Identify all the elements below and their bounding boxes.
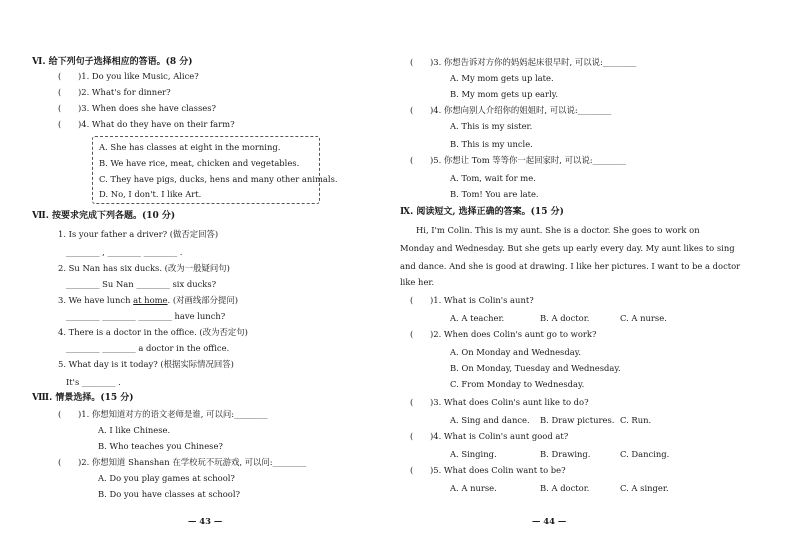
question-7-5: 5. What day is it today? (根据实际情况回答) [58,359,234,369]
answer-blank-7-4: ________ ________ a doctor in the office. [66,343,230,353]
choice-8-5-a: A. Tom, wait for me. [450,173,536,183]
option-b: B. We have rice, meat, chicken and vegetables. [99,158,300,168]
answer-blank-7-5: It's ________ . [66,377,121,387]
choice-9-4-c: C. Dancing. [620,449,670,459]
option-d: D. No, I don't. I like Art. [99,189,202,199]
choice-9-4-b: B. Drawing. [540,449,591,459]
passage-line-4: like her. [400,277,435,287]
choice-8-2-a: A. Do you play games at school? [98,473,235,483]
choice-9-3-b: B. Draw pictures. [540,415,615,425]
choice-8-1-a: A. I like Chinese. [98,425,171,435]
section-8-title: Ⅷ. 情景选择。(15 分) [32,393,134,403]
question-9-1: ( )1. What is Colin's aunt? [410,295,534,305]
answer-blank-7-3: ________ ________ ________ have lunch? [66,311,226,321]
answer-blank-7-2: ________ Su Nan ________ six ducks? [66,279,217,289]
page-number: — 43 — [188,516,223,526]
section-9-title: Ⅸ. 阅读短文, 选择正确的答案。(15 分) [400,207,564,217]
passage-line-1: Hi, I'm Colin. This is my aunt. She is a doctor. She goes to work on [416,225,700,235]
question-7-3 [58,294,238,306]
choice-8-4-b: B. This is my uncle. [450,139,533,149]
question-7-2: 2. Su Nan has six ducks. (改为一般疑问句) [58,263,230,273]
option-c: C. They have pigs, ducks, hens and many other animals. [99,174,338,184]
choice-8-3-b: B. My mom gets up early. [450,89,559,99]
choice-9-2-a: A. On Monday and Wednesday. [450,347,581,357]
right-page [400,0,800,560]
passage-line-2: Monday and Wednesday. But she gets up early every day. My aunt likes to sing [400,243,735,253]
choice-9-5-c: C. A singer. [620,483,669,493]
choice-9-3-c: C. Run. [620,415,652,425]
choice-8-3-a: A. My mom gets up late. [450,73,554,83]
question-8-4: ( )4. 你想向别人介绍你的姐姐时, 可以说:________ [410,105,612,115]
question-7-1: 1. Is your father a driver? (做否定回答) [58,229,219,239]
question-8-5: ( )5. 你想让 Tom 等等你一起回家时, 可以说:________ [410,155,627,165]
choice-9-2-c: C. From Monday to Wednesday. [450,379,585,389]
question-7-3-pre: 3. We have lunch [58,295,134,305]
choice-9-5-a: A. A nurse. [450,483,497,493]
passage-line-3: and dance. And she is good at drawing. I like her pictures. I want to be a doctor [400,261,741,271]
choice-9-1-a: A. A teacher. [450,313,505,323]
choice-8-2-b: B. Do you have classes at school? [98,489,240,499]
question-7-3-post: . (对画线部分提问) [167,295,238,305]
section-6-title: Ⅵ. 给下列句子选择相应的答语。(8 分) [32,57,193,67]
page-number: — 44 — [532,516,567,526]
choice-9-2-b: B. On Monday, Tuesday and Wednesday. [450,363,621,373]
question-9-2: ( )2. When does Colin's aunt go to work? [410,329,597,339]
question-6-1: ( )1. Do you like Music, Alice? [58,71,199,81]
choice-9-3-a: A. Sing and dance. [450,415,530,425]
answer-blank-7-1: ________ , ________ ________ . [66,247,183,257]
question-7-3-underlined: at home [133,295,168,305]
question-8-3: ( )3. 你想告诉对方你的妈妈起床很早时, 可以说:________ [410,57,637,67]
question-8-2: ( )2. 你想知道 Shanshan 在学校玩不玩游戏, 可以问:________ [58,457,307,467]
choice-9-1-b: B. A doctor. [540,313,590,323]
question-8-1: ( )1. 你想知道对方的语文老师是谁, 可以问:________ [58,409,268,419]
choice-9-4-a: A. Singing. [450,449,497,459]
question-7-4: 4. There is a doctor in the office. (改为否定句) [58,327,248,337]
option-a: A. She has classes at eight in the morning. [99,142,281,152]
choice-9-1-c: C. A nurse. [620,313,667,323]
question-6-4: ( )4. What do they have on their farm? [58,119,235,129]
question-9-5: ( )5. What does Colin want to be? [410,465,566,475]
choice-9-5-b: B. A doctor. [540,483,590,493]
question-9-3: ( )3. What does Colin's aunt like to do? [410,397,589,407]
section-7-title: Ⅶ. 按要求完成下列各题。(10 分) [32,211,176,221]
choice-8-4-a: A. This is my sister. [450,121,533,131]
question-6-2: ( )2. What's for dinner? [58,87,171,97]
options-box [92,136,338,204]
choice-8-1-b: B. Who teaches you Chinese? [98,441,223,451]
question-6-3: ( )3. When does she have classes? [58,103,217,113]
question-9-4: ( )4. What is Colin's aunt good at? [410,431,569,441]
choice-8-5-b: B. Tom! You are late. [450,189,539,199]
